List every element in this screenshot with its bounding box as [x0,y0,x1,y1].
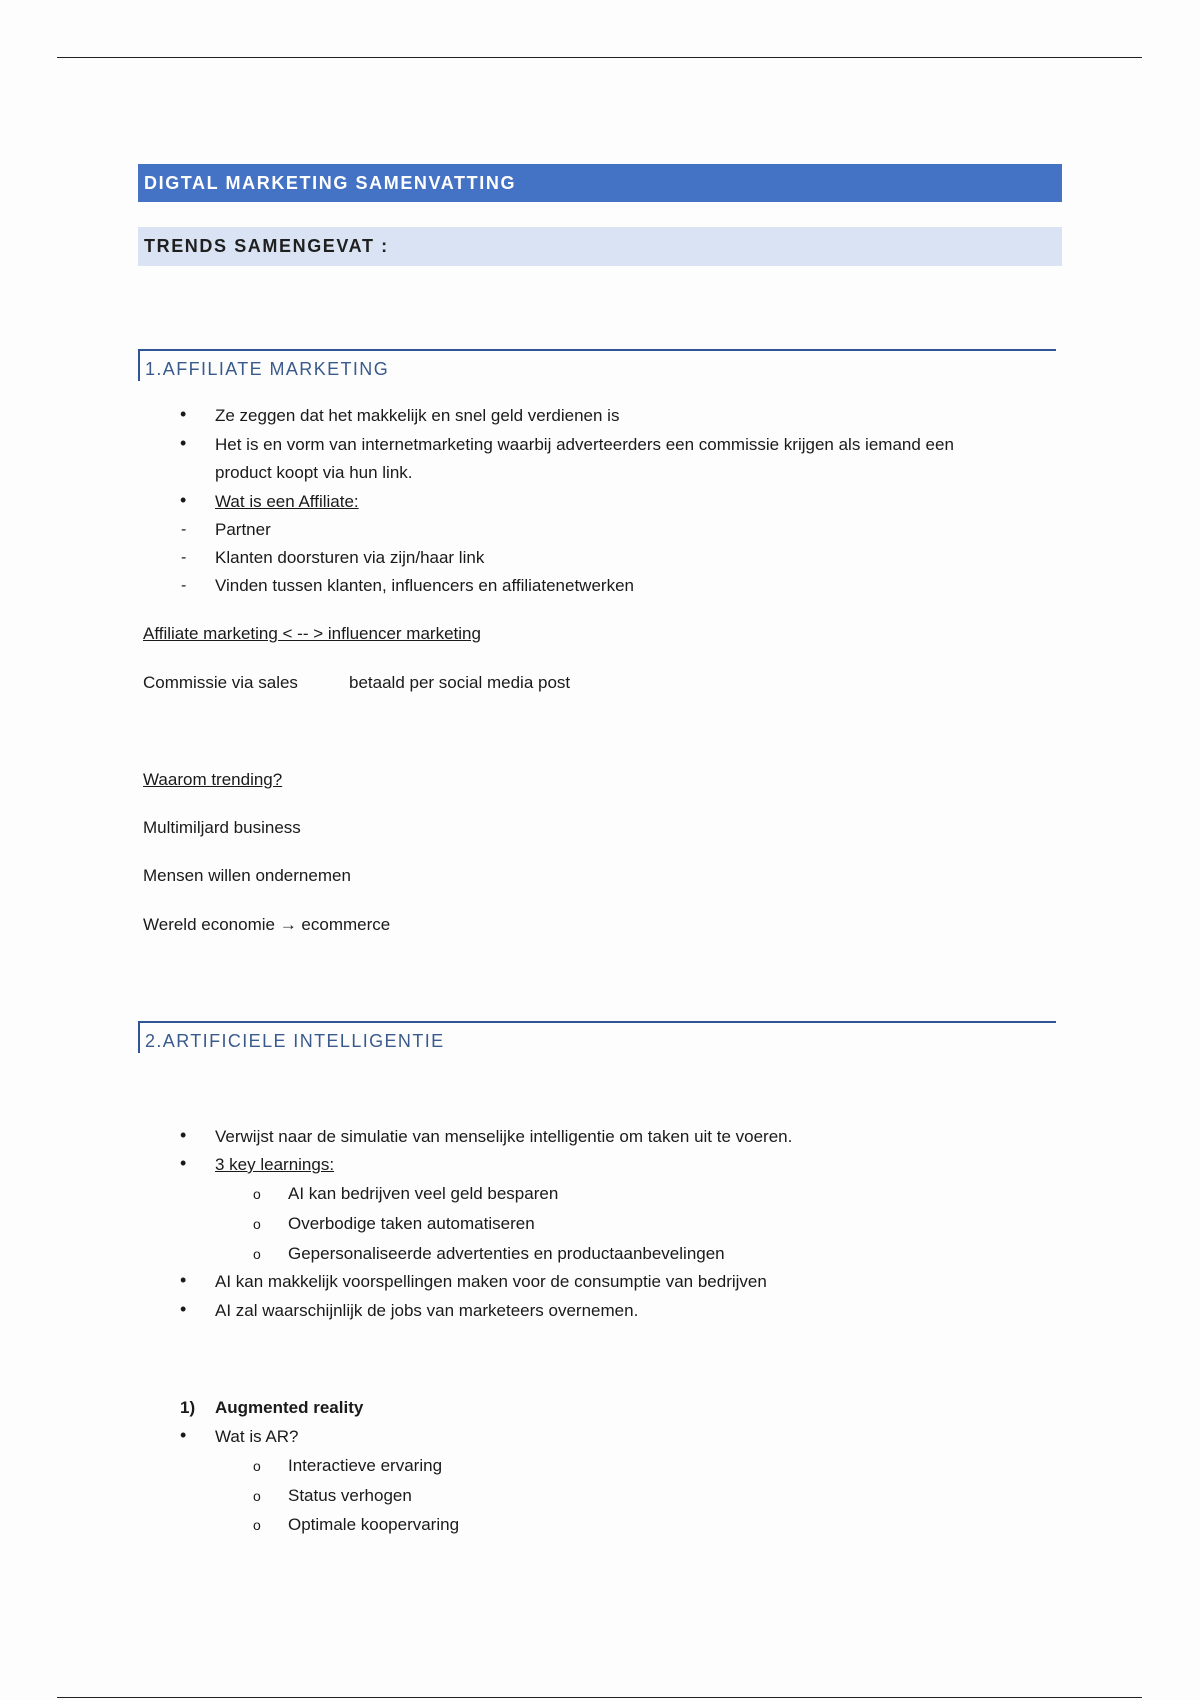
list-item-continuation: product koopt via hun link. [215,463,413,482]
sub-list-item: Interactieve ervaring [288,1456,443,1475]
why-item: Mensen willen ondernemen [143,866,351,885]
section-heading-affiliate: 1.AFFILIATE MARKETING [138,349,1056,381]
bullet-marker: • [180,1153,187,1173]
circle-marker: o [253,1186,261,1202]
document-subtitle: TRENDS SAMENGEVAT : [138,227,1062,266]
ar-number: 1) [180,1398,196,1417]
list-item: Het is en vorm van internetmarketing waarbij adverteerders een commissie krijgen als iemand een [215,435,954,454]
sub-list-item: Gepersonaliseerde advertenties en productaanbevelingen [288,1244,725,1263]
comparison-left: Commissie via sales [143,673,298,692]
circle-marker: o [253,1517,261,1533]
dash-marker: - [181,521,187,538]
why-item: Wereld economie → ecommerce [143,915,391,934]
comparison-right: betaald per social media post [349,673,571,692]
section-heading-ai: 2.ARTIFICIELE INTELLIGENTIE [138,1021,1056,1053]
dash-marker: - [181,549,187,566]
list-item: AI zal waarschijnlijk de jobs van marketeers overnemen. [215,1301,639,1320]
list-item: Verwijst naar de simulatie van menselijke intelligentie om taken uit te voeren. [215,1127,793,1146]
bullet-marker: • [180,490,187,510]
why-trending-heading: Waarom trending? [143,770,283,789]
dash-item: Klanten doorsturen via zijn/haar link [215,548,485,567]
list-item-key-learnings: 3 key learnings: [215,1155,335,1174]
comparison-heading: Affiliate marketing < -- > influencer marketing [143,624,481,643]
list-item: AI kan makkelijk voorspellingen maken voor de consumptie van bedrijven [215,1272,767,1291]
bottom-rule [57,1697,1142,1698]
circle-marker: o [253,1488,261,1504]
sub-list-item: Status verhogen [288,1486,412,1505]
bullet-marker: • [180,1270,187,1290]
bullet-marker: • [180,433,187,453]
ar-heading: Augmented reality [215,1398,364,1417]
circle-marker: o [253,1246,261,1262]
sub-list-item: AI kan bedrijven veel geld besparen [288,1184,559,1203]
top-rule [57,57,1142,58]
bullet-marker: • [180,1125,187,1145]
sub-list-item: Optimale koopervaring [288,1515,460,1534]
document-title: DIGTAL MARKETING SAMENVATTING [138,164,1062,202]
list-item-affiliate-question: Wat is een Affiliate: [215,492,359,511]
bullet-marker: • [180,1425,187,1445]
bullet-marker: • [180,1299,187,1319]
list-item: Ze zeggen dat het makkelijk en snel geld verdienen is [215,406,620,425]
circle-marker: o [253,1458,261,1474]
dash-marker: - [181,577,187,594]
circle-marker: o [253,1216,261,1232]
list-item-ar-question: Wat is AR? [215,1427,299,1446]
bullet-marker: • [180,404,187,424]
dash-item: Vinden tussen klanten, influencers en affiliatenetwerken [215,576,634,595]
why-item: Multimiljard business [143,818,301,837]
dash-item: Partner [215,520,271,539]
sub-list-item: Overbodige taken automatiseren [288,1214,535,1233]
